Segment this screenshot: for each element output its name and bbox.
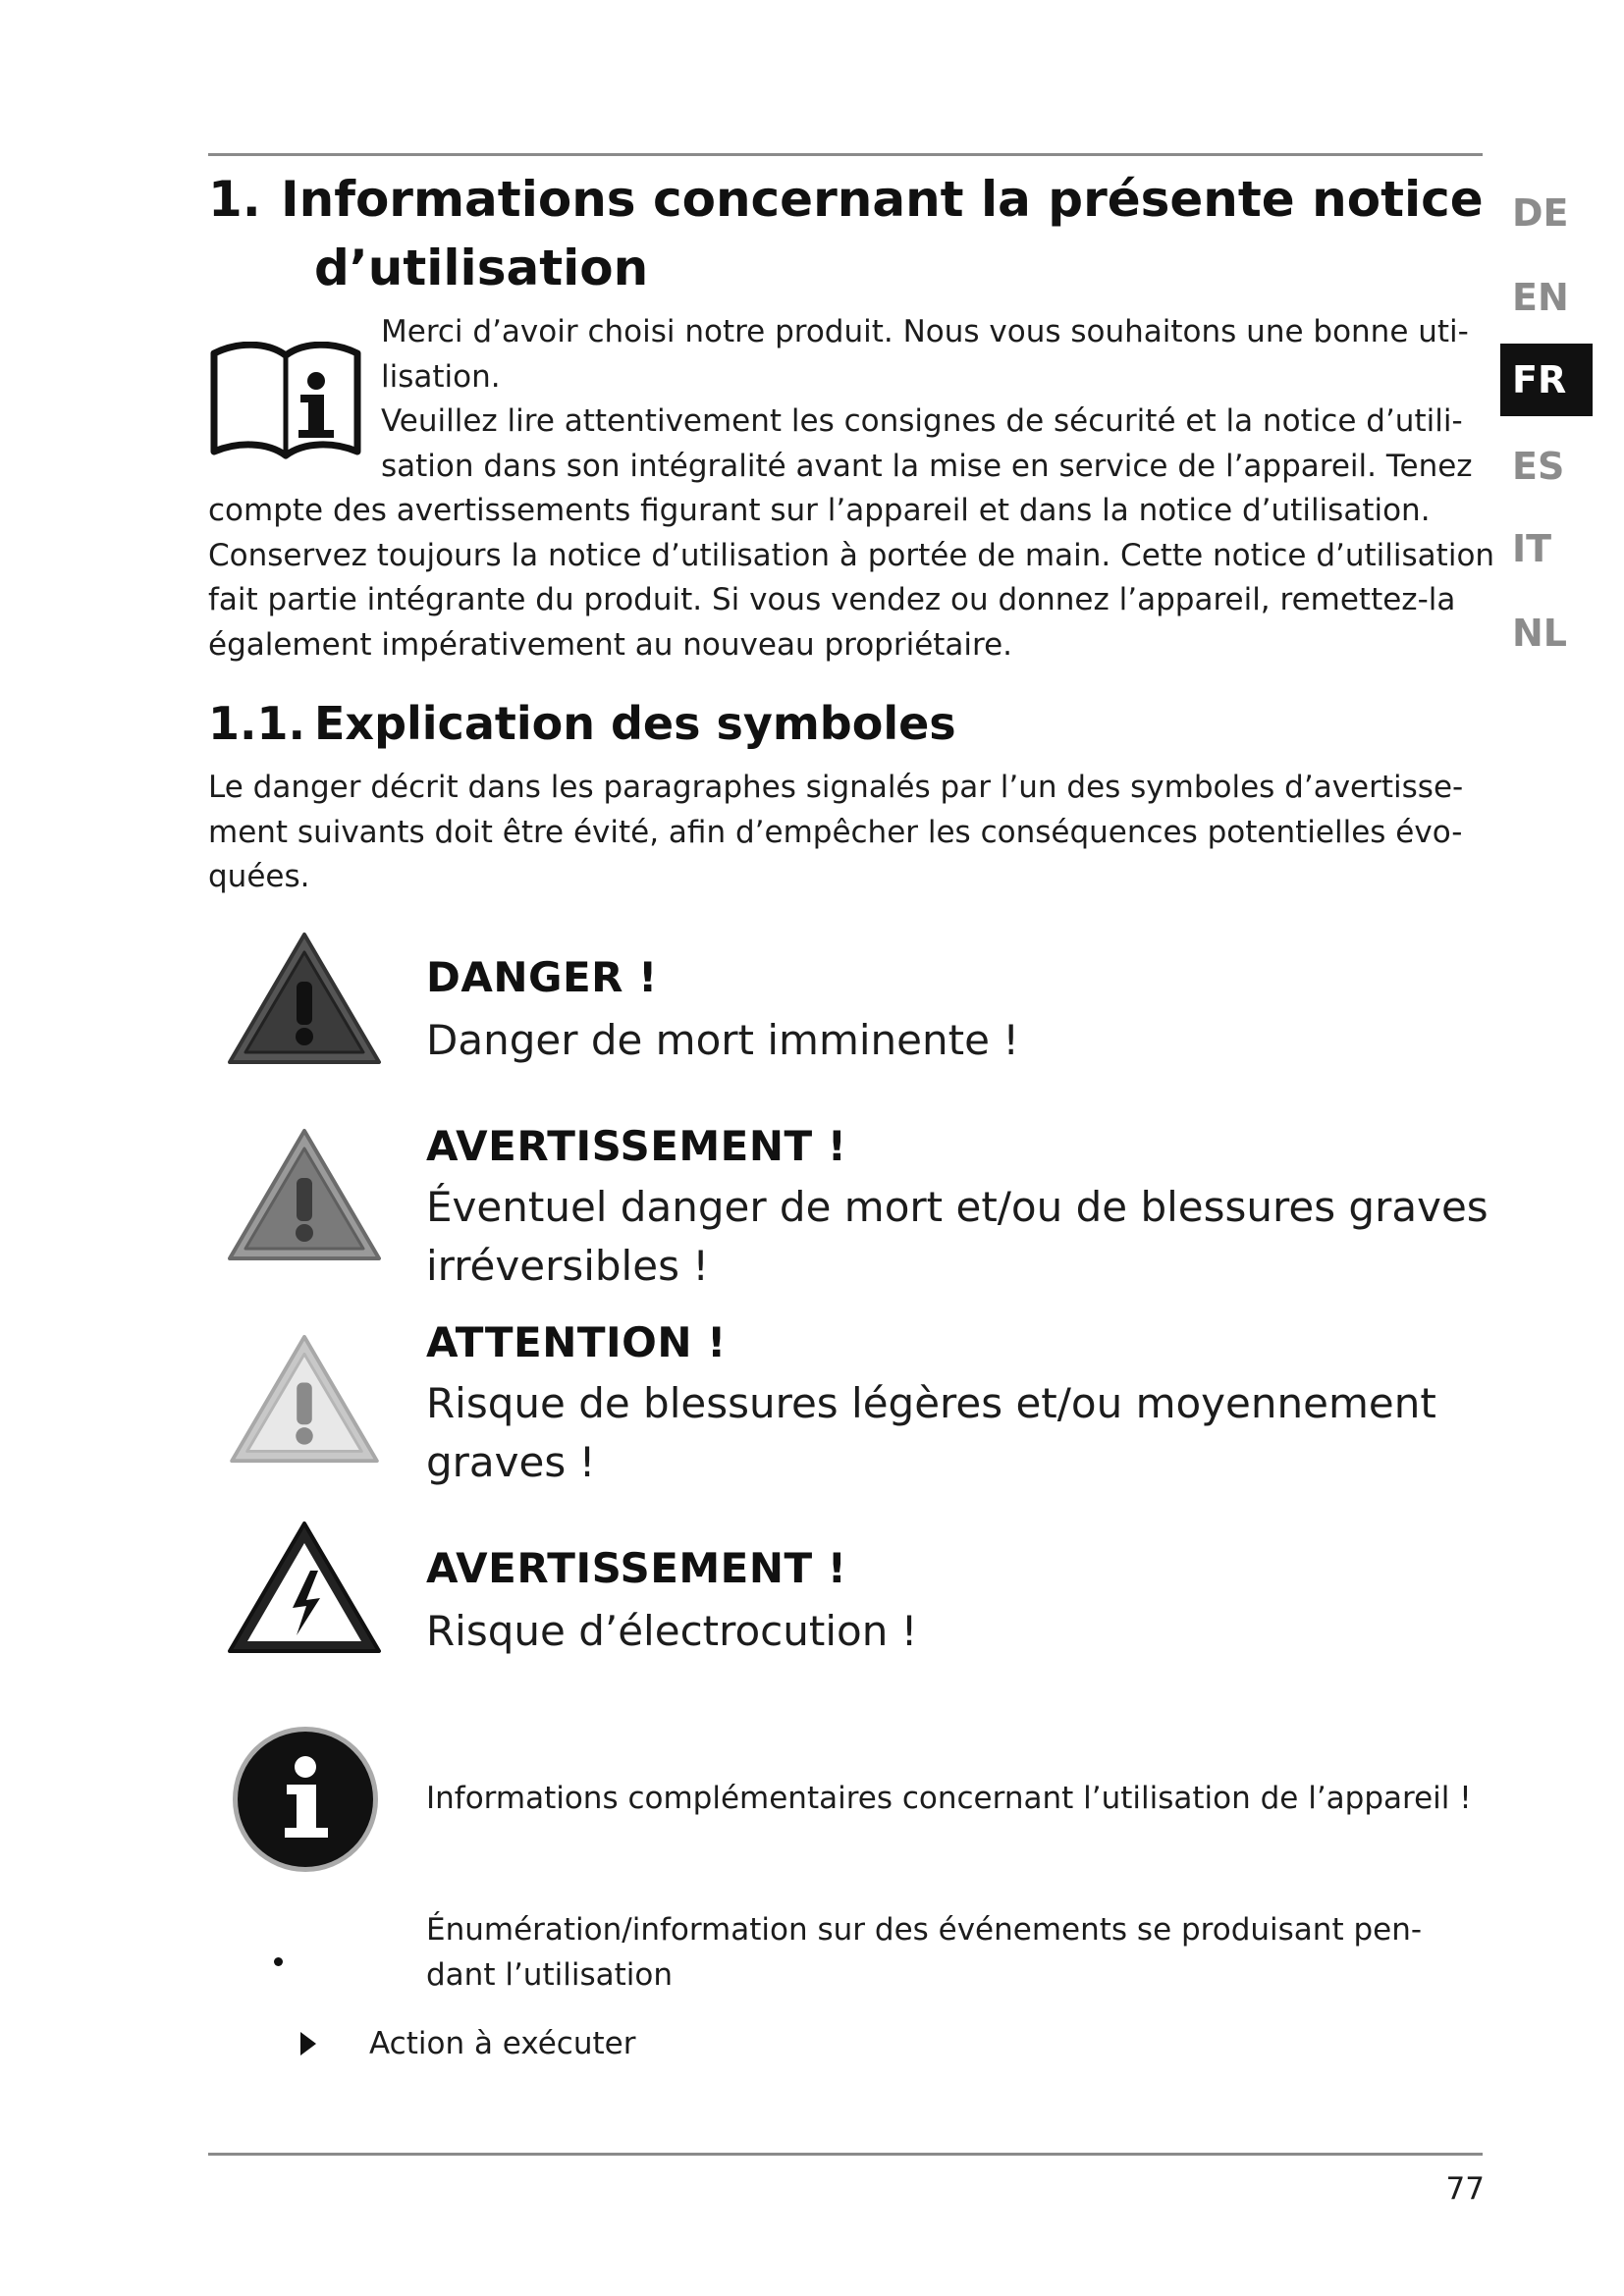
section-heading [208, 695, 956, 752]
symbols-intro-line: Le danger décrit dans les paragraphes signalés par l’un des symboles d’avertisse- [208, 770, 1464, 805]
bullet-dot-icon [274, 1957, 283, 1966]
caution-line: Risque de blessures légères et/ou moyennement [426, 1379, 1436, 1427]
intro-paragraph-full [208, 489, 1494, 667]
action-arrow-icon [298, 2030, 318, 2057]
caution-description [426, 1374, 1436, 1492]
danger-description [426, 1011, 1019, 1070]
electrocution-description [426, 1602, 918, 1661]
bottom-rule [208, 2153, 1483, 2156]
intro-line: fait partie intégrante du produit. Si vous vendez ou donnez l’appareil, remettez-la [208, 582, 1456, 617]
danger-title: DANGER ! [426, 953, 658, 1001]
caution-icon [228, 1333, 381, 1467]
intro-line: lisation. [381, 358, 501, 395]
intro-paragraph-wrapped [381, 310, 1473, 489]
bullet-line: Énumération/information sur des événements se produisant pen- [426, 1912, 1423, 1948]
lang-tab-it[interactable]: IT [1512, 527, 1552, 570]
page-title [208, 165, 1485, 302]
info-icon [230, 1724, 381, 1875]
lang-tab-de[interactable]: DE [1512, 191, 1569, 235]
danger-line: Danger de mort imminente ! [426, 1016, 1020, 1064]
action-description [369, 2022, 635, 2067]
intro-line: Veuillez lire attentivement les consignes de sécurité et la notice d’utili- [381, 403, 1463, 439]
intro-line: sation dans son intégralité avant la mise en service de l’appareil. Tenez [381, 448, 1473, 484]
symbols-intro-line: ment suivants doit être évité, afin d’empêcher les conséquences potentielles évo- [208, 814, 1463, 850]
caution-line: graves ! [426, 1438, 596, 1486]
title-line-1: Informations concernant la présente notice [281, 171, 1484, 228]
section-number: 1. [208, 171, 261, 228]
warning-icon [226, 1127, 383, 1264]
lang-tab-en[interactable]: EN [1512, 276, 1569, 319]
intro-line: Conservez toujours la notice d’utilisation à portée de main. Cette notice d’utilisation [208, 537, 1495, 573]
electric-shock-icon [226, 1520, 383, 1657]
electrocution-title: AVERTISSEMENT ! [426, 1544, 847, 1592]
bullet-line: dant l’utilisation [426, 1956, 673, 1993]
danger-warning-icon [226, 931, 383, 1068]
warning-title: AVERTISSEMENT ! [426, 1122, 847, 1170]
warning-line: irréversibles ! [426, 1242, 710, 1290]
subsection-number: 1.1. [208, 697, 305, 750]
action-line: Action à exécuter [369, 2026, 636, 2061]
lang-tab-es[interactable]: ES [1512, 445, 1565, 488]
intro-line: Merci d’avoir choisi notre produit. Nous vous souhaitons une bonne uti- [381, 314, 1469, 349]
intro-line: également impérativement au nouveau propriétaire. [208, 626, 1013, 663]
intro-line: compte des avertissements figurant sur l’appareil et dans la notice d’utilisation. [208, 493, 1431, 528]
page-number: 77 [1445, 2171, 1485, 2207]
symbols-intro-line: quées. [208, 859, 310, 894]
caution-title: ATTENTION ! [426, 1318, 727, 1366]
read-manual-icon [208, 342, 363, 461]
info-description [426, 1777, 1472, 1822]
title-line-2: d’utilisation [314, 240, 649, 296]
warning-line: Éventuel danger de mort et/ou de blessures graves [426, 1183, 1489, 1231]
electrocution-line: Risque d’électrocution ! [426, 1607, 918, 1655]
lang-tab-fr[interactable]: FR [1500, 344, 1593, 416]
symbols-intro [208, 766, 1463, 900]
lang-tab-nl[interactable]: NL [1512, 612, 1568, 655]
subsection-title: Explication des symboles [314, 697, 956, 750]
warning-description [426, 1178, 1489, 1296]
info-line: Informations complémentaires concernant l’utilisation de l’appareil ! [426, 1781, 1472, 1816]
top-rule [208, 153, 1483, 156]
bullet-description [426, 1908, 1422, 1998]
